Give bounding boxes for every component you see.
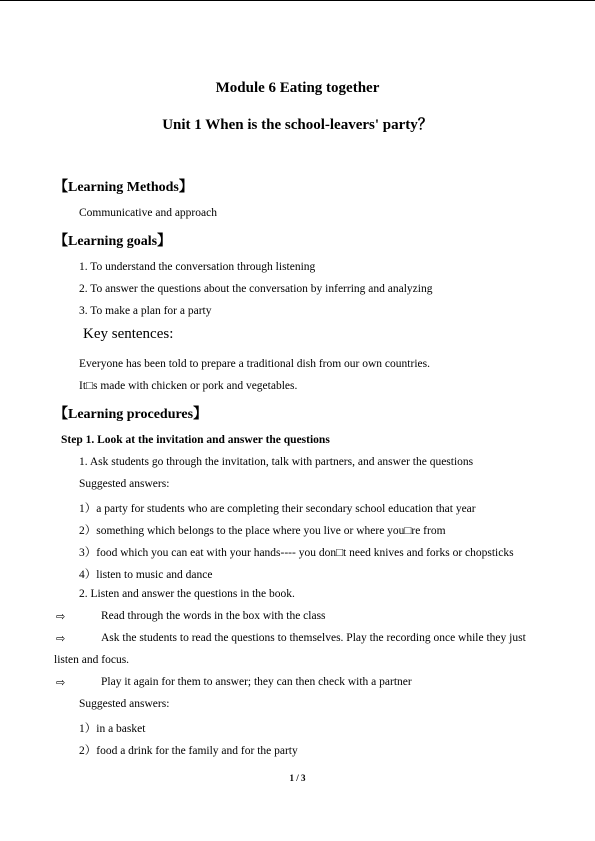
arrow-icon: ⇨: [56, 632, 66, 645]
document-subtitle: Unit 1 When is the school-leavers' party？: [162, 117, 433, 133]
bullet-item: Read through the words in the box with the class: [101, 610, 326, 622]
top-rule: [0, 0, 595, 1]
goals-heading: 【Learning goals】: [54, 234, 172, 249]
step1-instruction-2: 2. Listen and answer the questions in the book.: [79, 588, 295, 600]
step1-instruction: 1. Ask students go through the invitation, talk with partners, and answer the questions: [79, 456, 474, 468]
answer-item: 1）a party for students who are completing their secondary school education that year: [79, 503, 476, 515]
bullet-continuation: listen and focus.: [54, 654, 130, 666]
bullet-item: Ask the students to read the questions to themselves. Play the recording once while they just: [101, 632, 526, 644]
document-title: Module 6 Eating together: [215, 80, 380, 96]
suggested-answers-label: Suggested answers:: [79, 478, 170, 490]
arrow-icon: ⇨: [56, 610, 66, 623]
answer-item: 2）something which belongs to the place where you live or where you□re from: [79, 525, 446, 537]
methods-heading: 【Learning Methods】: [54, 180, 193, 195]
key-sentence: It□s made with chicken or pork and vegetables.: [79, 380, 298, 392]
step1-heading: Step 1. Look at the invitation and answer the questions: [61, 434, 330, 446]
answer-item: 4）listen to music and dance: [79, 569, 213, 581]
goal-item: 1. To understand the conversation through listening: [79, 261, 316, 273]
procedures-heading: 【Learning procedures】: [54, 407, 208, 422]
answer-item: 1）in a basket: [79, 723, 146, 735]
bullet-item: Play it again for them to answer; they can then check with a partner: [101, 676, 412, 688]
arrow-icon: ⇨: [56, 676, 66, 689]
methods-text: Communicative and approach: [79, 207, 217, 219]
answer-item: 3）food which you can eat with your hands---- you don□t need knives and forks or chopsticks: [79, 547, 514, 559]
answer-item: 2）food a drink for the family and for the party: [79, 745, 298, 757]
key-sentences-label: Key sentences:: [83, 326, 174, 342]
goal-item: 2. To answer the questions about the conversation by inferring and analyzing: [79, 283, 433, 295]
suggested-answers-label: Suggested answers:: [79, 698, 170, 710]
page-number: 1 / 3: [289, 773, 306, 783]
goal-item: 3. To make a plan for a party: [79, 305, 212, 317]
key-sentence: Everyone has been told to prepare a traditional dish from our own countries.: [79, 358, 430, 370]
